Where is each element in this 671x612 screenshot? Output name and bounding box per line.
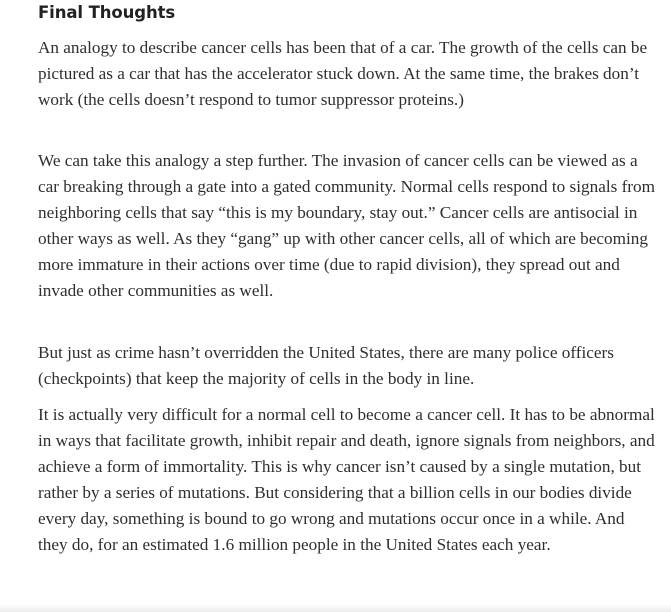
paragraph-mutations: It is actually very difficult for a normal cell to become a cancer cell. It has to be abnormal in ways that facilitate growth, inhibit repair and death, ignore signals from neighbors, and achieve a form of immortality. This is why cancer isn’t caused by a single mutation, but rather by a series of mutations. But considering that a billion cells in our bodies divide every day, something is bound to go wrong and mutations occur once in a while. And they do, for an estimated 1.6 million people in the United States each year.	[38, 405, 655, 554]
paragraph-gated-community: We can take this analogy a step further. The invasion of cancer cells can be viewed as a car breaking through a gate into a gated community. Normal cells respond to signals from neighboring cells that say “this is my boundary, stay out.” Cancer cells are antisocial in other ways as well. As they “gang” up with other cancer cells, all of which are becoming more immature in their actions over time (due to rapid division), they spread out and invade other communities as well.	[38, 151, 655, 300]
paragraph-police-officers: But just as crime hasn’t overridden the United States, there are many police officers (checkpoints) that keep the majority of cells in the body in line.	[38, 343, 614, 388]
paragraph-car-analogy: An analogy to describe cancer cells has been that of a car. The growth of the cells can be pictured as a car that has the accelerator stuck down. At the same time, the brakes don’t work (the cells doesn’t respond to tumor suppressor proteins.)	[38, 38, 648, 109]
section-heading: Final Thoughts	[38, 3, 176, 22]
article-section	[38, 0, 658, 554]
bottom-fade	[0, 604, 671, 612]
